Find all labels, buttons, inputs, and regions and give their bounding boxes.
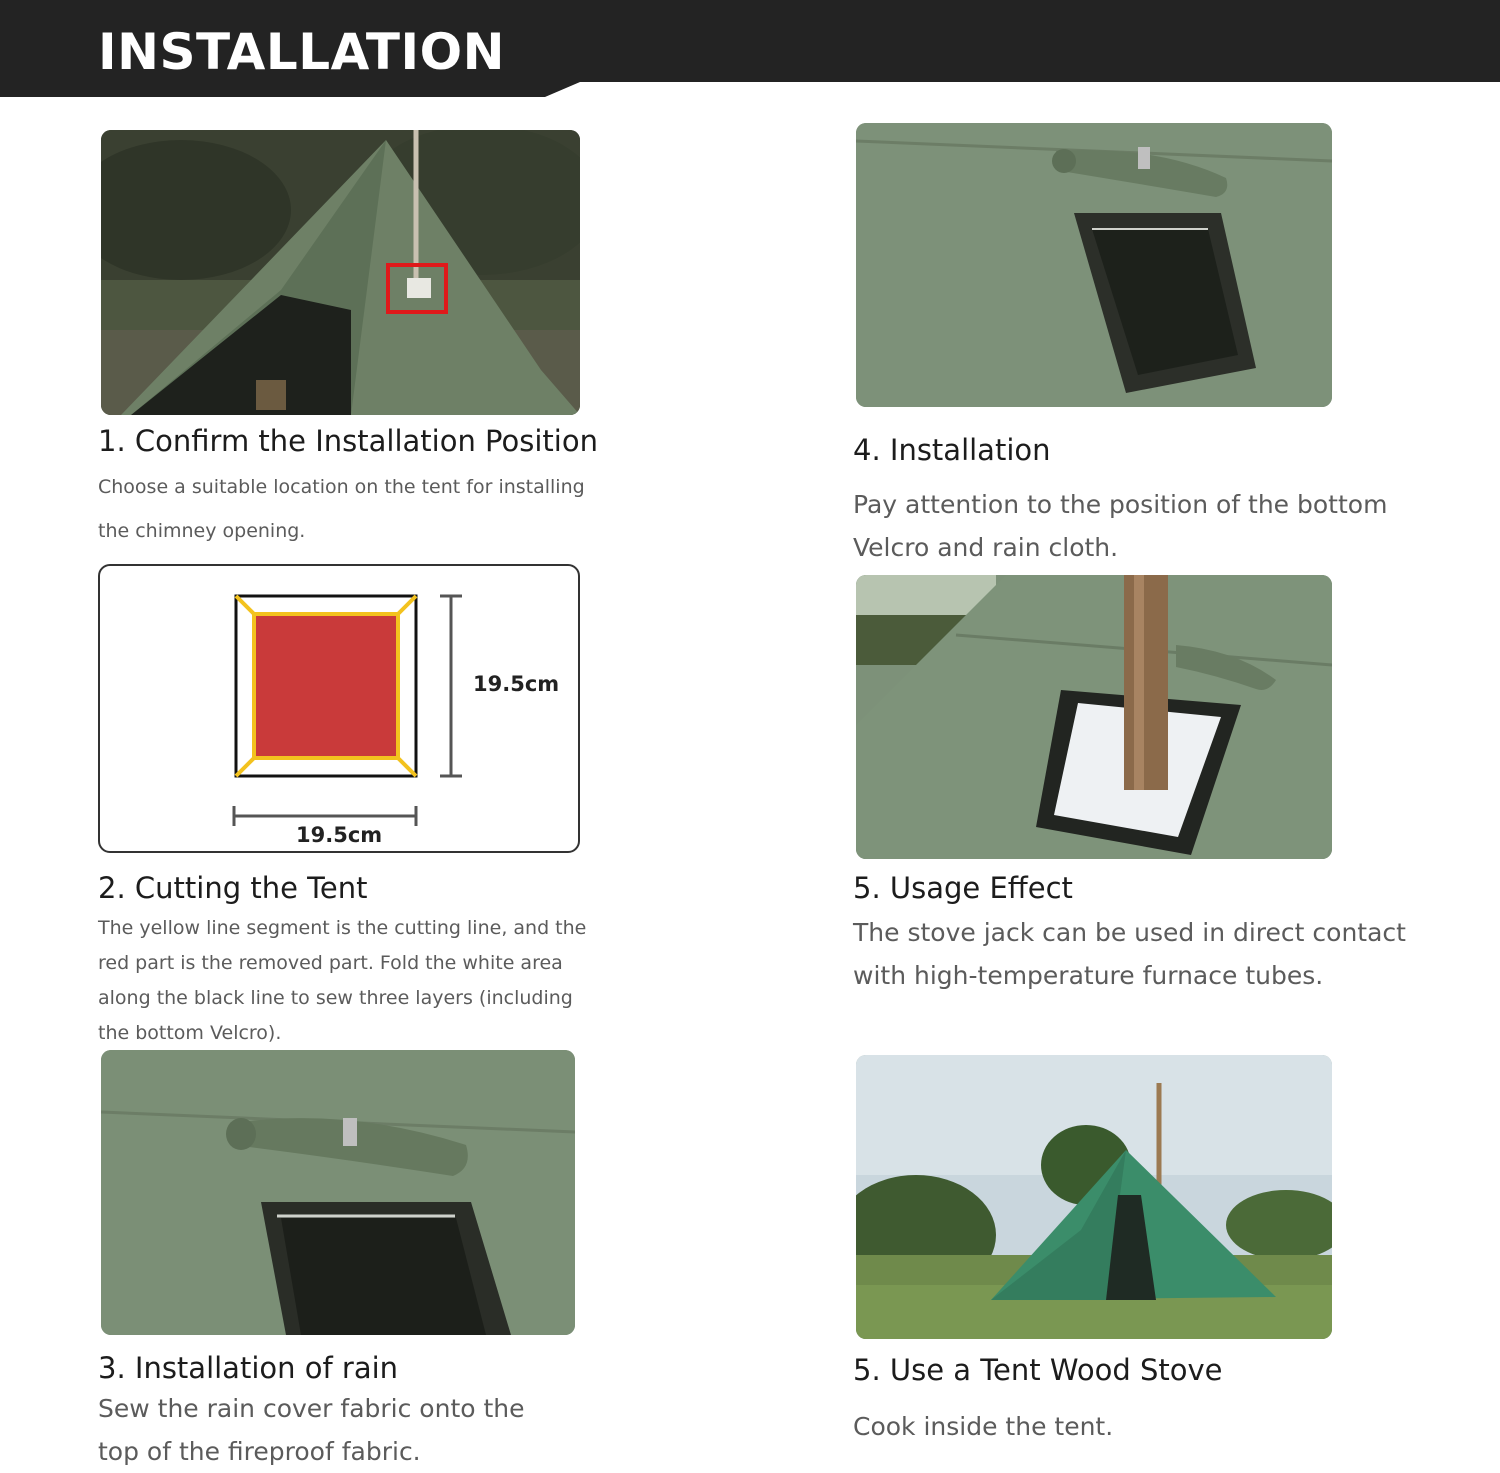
step-1-photo — [101, 130, 580, 415]
step-2-title: 2. Cutting the Tent — [98, 871, 368, 905]
height-label: 19.5cm — [473, 672, 560, 696]
step-4-title: 4. Installation — [853, 433, 1051, 467]
step-5-title: 5. Usage Effect — [853, 871, 1073, 905]
width-label: 19.5cm — [296, 823, 383, 847]
step-4-photo — [856, 123, 1332, 407]
step-6-title: 5. Use a Tent Wood Stove — [853, 1353, 1223, 1387]
step-1-title: 1. Confirm the Installation Position — [98, 424, 598, 458]
step-6-photo — [856, 1055, 1332, 1339]
step-4-description: Pay attention to the position of the bottom Velcro and rain cloth. — [853, 490, 1388, 562]
step-5-photo — [856, 575, 1332, 859]
step-2-description: The yellow line segment is the cutting line, and the red part is the removed part. Fold the white area along the black line to sew three layers (including the bottom Velcro). — [98, 917, 587, 1044]
cutting-diagram — [98, 564, 580, 853]
step-3-title: 3. Installation of rain — [98, 1351, 399, 1385]
step-3-description: Sew the rain cover fabric onto the top of the fireproof fabric. — [98, 1394, 525, 1466]
page-title: INSTALLATION — [98, 23, 505, 81]
step-1-description: Choose a suitable location on the tent for installing the chimney opening. — [98, 476, 585, 542]
step-6-description: Cook inside the tent. — [853, 1412, 1114, 1441]
step-3-photo — [101, 1050, 575, 1335]
step-5-description: The stove jack can be used in direct contact with high-temperature furnace tubes. — [853, 918, 1406, 990]
removed-part — [254, 614, 398, 758]
